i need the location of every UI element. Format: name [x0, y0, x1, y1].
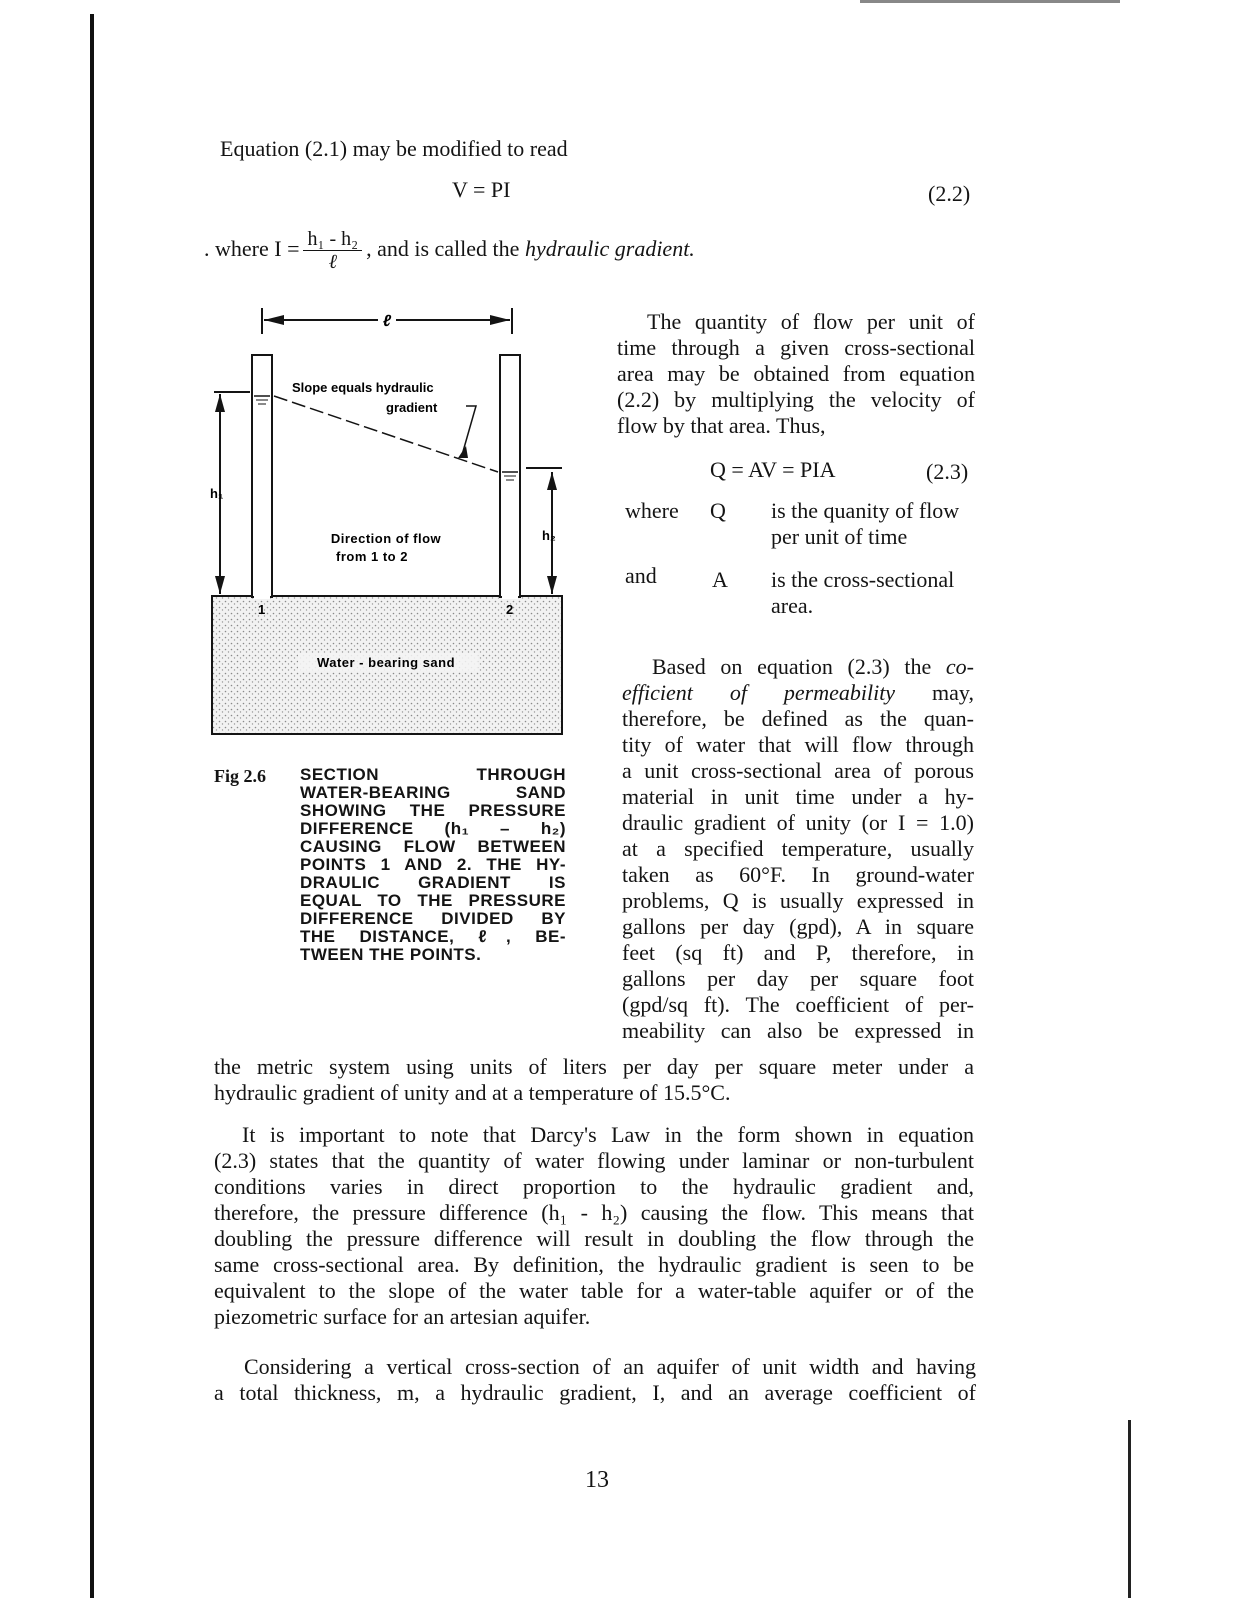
equation-2-3: Q = AV = PIA	[710, 457, 836, 482]
caption-line: SECTION THROUGH	[300, 765, 566, 784]
caption-line: TWEEN THE POINTS.	[300, 945, 482, 964]
text-line: flow by that area. Thus,	[617, 413, 826, 438]
flow-label-line2: from 1 to 2	[336, 549, 408, 564]
page-number: 13	[585, 1467, 609, 1493]
where-prefix: . where I =	[204, 236, 300, 261]
full-paragraph-1	[214, 1054, 974, 1106]
text-line: Considering a vertical cross-section of an aquifer of unit width and having	[244, 1354, 976, 1379]
fraction-denominator: ℓ	[328, 251, 337, 274]
text-line: therefore, the pressure difference (h₁ - h₂) causing the flow. This means that	[214, 1200, 974, 1225]
caption-line: EQUAL TO THE PRESSURE	[300, 891, 566, 910]
text-line: gallons per day per square foot	[622, 966, 974, 991]
para2-prefix: Based on equation (2.3) the	[652, 654, 946, 679]
para2-italic-1: co-	[945, 654, 974, 679]
text-line: meability can also be expressed in	[622, 1018, 974, 1043]
scan-edge-top	[860, 0, 1120, 3]
scan-edge-right	[1128, 1420, 1131, 1598]
h2-label: h₂	[542, 528, 556, 543]
text-line: at a specified temperature, usually	[622, 836, 974, 861]
caption-line: DRAULIC GRADIENT IS	[300, 873, 566, 892]
text-line: It is important to note that Darcy's Law in the form shown in equation	[242, 1122, 974, 1147]
caption-line: THE DISTANCE, ℓ, BE-	[300, 927, 566, 946]
length-label: ℓ	[382, 313, 392, 330]
equation-2-2-number: (2.2)	[928, 181, 971, 206]
def-a-desc-line2: area.	[771, 593, 814, 618]
caption-line: DIFFERENCE (h₁ – h₂)	[300, 819, 566, 838]
caption-line: POINTS 1 AND 2. THE HY-	[300, 855, 566, 874]
right-paragraph-1	[617, 309, 975, 439]
text-line: area may be obtained from equation	[617, 361, 975, 386]
full-paragraph-2	[214, 1122, 974, 1330]
text-line: the metric system using units of liters per day per square meter under a	[214, 1054, 974, 1079]
slope-label-line1: Slope equals hydraulic	[292, 380, 434, 395]
sand-label: Water - bearing sand	[316, 655, 456, 670]
def-a-desc-line1: is the cross-sectional	[771, 567, 955, 592]
def-a-symbol: A	[712, 567, 728, 592]
text-line: (2.3) states that the quantity of water flowing under laminar or non-turbulent	[214, 1148, 974, 1173]
figure-caption	[300, 766, 566, 964]
slope-label-line2: gradient	[386, 400, 438, 415]
def-q-desc-line2: per unit of time	[771, 524, 908, 549]
flow-label-line1: Direction of flow	[330, 531, 442, 546]
gradient-fraction	[303, 228, 362, 273]
text-line: same cross-sectional area. By definition, the hydraulic gradient is seen to be	[214, 1252, 974, 1277]
text-line: equivalent to the slope of the water table for a water-table aquifer or of the	[214, 1278, 974, 1303]
where-suffix: , and is called the	[366, 236, 525, 261]
text-line: a unit cross-sectional area of porous	[622, 758, 974, 783]
text-line	[622, 654, 974, 680]
def-q-symbol: Q	[710, 498, 726, 523]
text-line: hydraulic gradient of unity and at a temperature of 15.5°C.	[214, 1080, 731, 1105]
text-line: therefore, be defined as the quan-	[622, 706, 974, 731]
para2-suffix: may,	[932, 680, 974, 705]
point-2-label: 2	[506, 602, 514, 617]
full-paragraph-3	[214, 1354, 976, 1406]
text-line: material in unit time under a hy-	[622, 784, 974, 809]
text-line: doubling the pressure difference will result in doubling the flow through the	[214, 1226, 974, 1251]
scan-edge-left	[90, 14, 94, 1598]
point-1-label: 1	[258, 602, 266, 617]
text-line: a total thickness, m, a hydraulic gradient, I, and an average coefficient of	[214, 1380, 976, 1405]
text-line: taken as 60°F. In ground-water	[622, 862, 974, 887]
fraction-numerator: h₁ - h₂	[303, 228, 362, 251]
text-line: tity of water that will flow through	[622, 732, 974, 757]
para2-italic-2: efficient of permeability	[622, 680, 896, 705]
text-line: The quantity of flow per unit of	[647, 309, 975, 334]
text-line: piezometric surface for an artesian aquifer.	[214, 1304, 591, 1329]
caption-line: WATER-BEARING SAND	[300, 783, 566, 802]
caption-line: SHOWING THE PRESSURE	[300, 801, 566, 820]
text-line: gallons per day (gpd), A in square	[622, 914, 974, 939]
hydraulic-gradient-term: hydraulic gradient.	[524, 236, 695, 261]
caption-line: DIFFERENCE DIVIDED BY	[300, 909, 566, 928]
figure-caption-label: Fig 2.6	[214, 766, 266, 786]
figure-2-6-diagram	[200, 300, 580, 745]
def-and-word: and	[625, 563, 657, 588]
text-line: time through a given cross-sectional	[617, 335, 975, 360]
text-line: conditions varies in direct proportion to the hydraulic gradient and,	[214, 1174, 974, 1199]
text-line: problems, Q is usually expressed in	[622, 888, 974, 913]
def-q-desc-line1: is the quanity of flow	[771, 498, 960, 523]
text-line: (gpd/sq ft). The coefficient of per-	[622, 992, 974, 1017]
text-line: feet (sq ft) and P, therefore, in	[622, 940, 974, 965]
h1-label: h₁	[210, 486, 224, 501]
text-line: draulic gradient of unity (or I = 1.0)	[622, 810, 974, 835]
def-where-word: where	[625, 498, 679, 523]
text-line	[622, 680, 974, 706]
right-paragraph-2	[622, 654, 974, 1044]
caption-line: CAUSING FLOW BETWEEN	[300, 837, 566, 856]
intro-line: Equation (2.1) may be modified to read	[220, 136, 568, 161]
equation-2-2: V = PI	[452, 177, 511, 202]
where-line	[204, 222, 695, 276]
equation-2-3-number: (2.3)	[926, 459, 969, 484]
text-line: (2.2) by multiplying the velocity of	[617, 387, 975, 412]
